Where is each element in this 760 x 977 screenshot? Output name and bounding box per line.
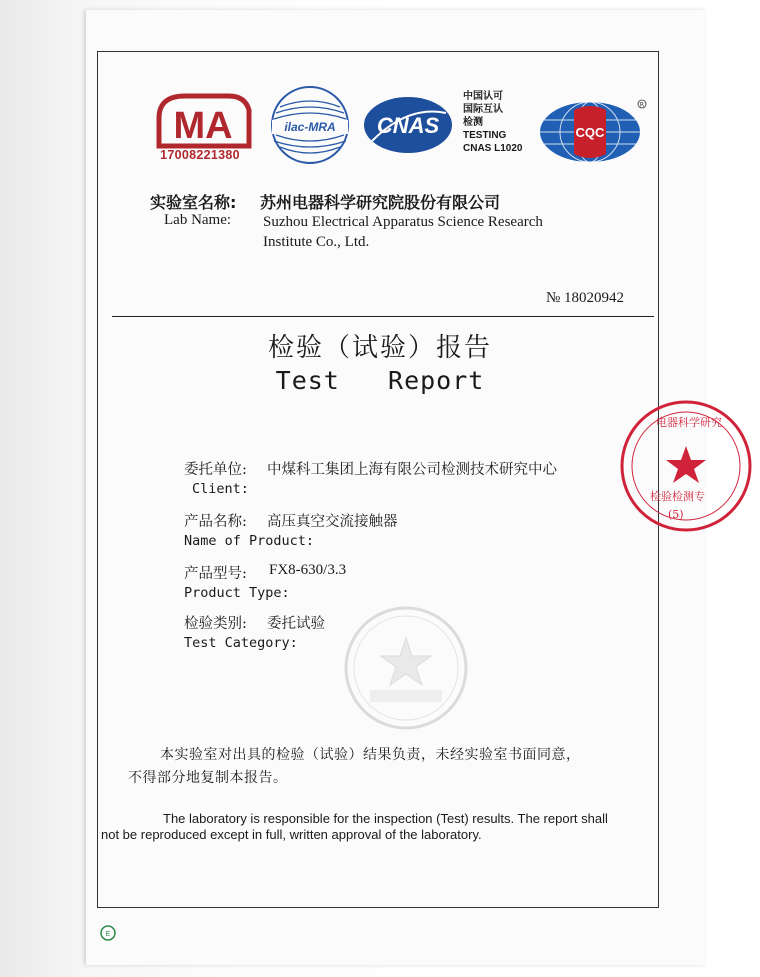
cnas-line-4: TESTING xyxy=(463,130,507,141)
client-label-cn: 委托单位: xyxy=(184,462,247,478)
product-type-label-cn: 产品型号: xyxy=(184,566,247,582)
svg-text:E: E xyxy=(105,931,111,938)
notice-en-line2: not be reproduced except in full, written approval of the laboratory. xyxy=(101,827,482,842)
divider-line xyxy=(112,316,654,317)
ilac-logo-text: ilac-MRA xyxy=(284,120,336,134)
product-type-value: FX8-630/3.3 xyxy=(269,562,347,578)
cnas-logo xyxy=(362,95,454,155)
lab-name-label-cn: 实验室名称: xyxy=(150,193,237,212)
lab-name-value-en-line1: Suzhou Electrical Apparatus Science Research xyxy=(263,214,543,230)
red-inspection-stamp xyxy=(616,396,726,536)
notice-cn-line2: 不得部分地复制本报告。 xyxy=(128,770,288,786)
client-value: 中煤科工集团上海有限公司检测技术研究中心 xyxy=(267,462,557,478)
cqc-logo-text: CQC xyxy=(575,125,605,140)
client-label-en: Client: xyxy=(192,481,249,497)
report-title-en: Test Report xyxy=(275,366,485,395)
embossed-seal xyxy=(342,604,470,732)
cma-logo-text: MA xyxy=(173,105,233,147)
cnas-line-1: 中国认可 xyxy=(463,91,503,102)
svg-text:电器科学研究: 电器科学研究 xyxy=(656,416,722,429)
report-number: № 18020942 xyxy=(546,290,625,306)
svg-text:(5): (5) xyxy=(668,508,684,521)
lab-name-value-en-line2: Institute Co., Ltd. xyxy=(263,234,370,250)
report-title-cn: 检验（试验）报告 xyxy=(267,333,492,363)
test-category-label-en: Test Category: xyxy=(184,635,298,651)
product-name-label-cn: 产品名称: xyxy=(184,514,247,530)
product-name-label-en: Name of Product: xyxy=(184,533,315,549)
cnas-line-5: CNAS L1020 xyxy=(463,143,523,154)
ilac-mra-logo xyxy=(268,83,352,167)
product-name-value: 高压真空交流接触器 xyxy=(267,514,398,530)
cnas-accreditation-text xyxy=(463,90,522,155)
product-type-label-en: Product Type: xyxy=(184,585,290,601)
test-category-label-cn: 检验类别: xyxy=(184,616,247,632)
notice-cn-line1: 本实验室对出具的检验（试验）结果负责，未经实验室书面同意， xyxy=(160,747,581,763)
eco-mark-icon xyxy=(98,923,118,943)
cnas-line-3: 检测 xyxy=(463,117,483,128)
svg-text:R: R xyxy=(639,101,645,109)
cqc-globe-logo xyxy=(534,96,654,166)
cnas-line-2: 国际互认 xyxy=(463,104,503,115)
lab-name-value-cn: 苏州电器科学研究院股份有限公司 xyxy=(260,193,501,212)
cma-number: 17008221380 xyxy=(160,148,240,162)
lab-name-label-en: Lab Name: xyxy=(164,212,232,228)
svg-text:检验检测专: 检验检测专 xyxy=(650,490,705,503)
lab-name-value-en xyxy=(263,212,583,252)
notice-en-line1: The laboratory is responsible for the inspection (Test) results. The report shall xyxy=(163,811,608,826)
cnas-logo-text: CNAS xyxy=(376,113,440,138)
test-category-value: 委托试验 xyxy=(267,616,325,632)
